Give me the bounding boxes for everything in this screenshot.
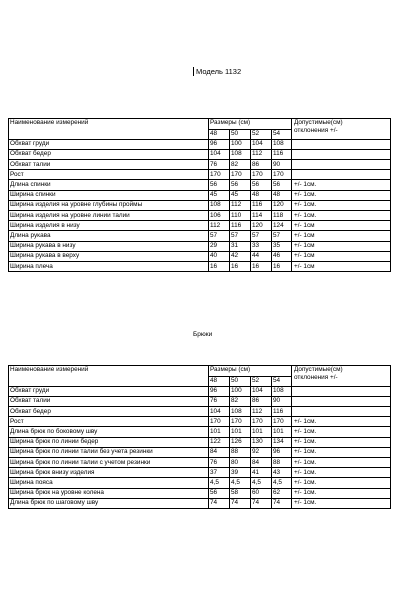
measurement-tolerance <box>292 170 391 180</box>
measurement-name: Ширина брюк по линии талии без учета резинки <box>9 447 209 457</box>
table-row <box>9 478 391 488</box>
measurement-value: 39 <box>230 468 251 478</box>
header-tolerance-line2: отклонения +/- <box>294 374 338 381</box>
measurement-value: 170 <box>209 170 230 180</box>
measurement-value: 4,5 <box>251 478 272 488</box>
measurement-value: 170 <box>272 170 292 180</box>
measurement-name: Ширина брюк по линии талии с учетом резинки <box>9 458 209 468</box>
measurement-tolerance: +/- 1см. <box>292 447 391 457</box>
size-label: 50 <box>230 376 251 386</box>
measurement-value: 60 <box>251 488 272 498</box>
measurement-value: 16 <box>272 261 292 271</box>
measurement-value: 57 <box>230 231 251 241</box>
measurement-name: Ширина спинки <box>9 190 209 200</box>
measurement-value: 43 <box>272 468 292 478</box>
measurement-value: 108 <box>272 386 292 396</box>
measurement-value: 100 <box>230 139 251 149</box>
measurement-name: Ширина брюк внизу изделия <box>9 468 209 478</box>
measurement-value: 76 <box>209 160 230 170</box>
measurement-value: 116 <box>272 407 292 417</box>
measurement-tolerance: +/- 1см. <box>292 417 391 427</box>
measurement-value: 56 <box>230 180 251 190</box>
measurement-value: 170 <box>251 417 272 427</box>
header-tolerance-line1: Допустимые(см) <box>294 119 343 126</box>
measurement-value: 104 <box>209 407 230 417</box>
table-row <box>9 261 391 271</box>
measurement-name: Обхват груди <box>9 139 209 149</box>
measurement-value: 16 <box>209 261 230 271</box>
measurement-name: Рост <box>9 417 209 427</box>
measurement-value: 76 <box>209 396 230 406</box>
table-row <box>9 407 391 417</box>
measurement-value: 170 <box>230 417 251 427</box>
table-header-row <box>9 119 391 130</box>
measurement-value: 29 <box>209 241 230 251</box>
measurement-value: 76 <box>209 458 230 468</box>
measurement-value: 104 <box>251 139 272 149</box>
measurement-tolerance: +/- 1см <box>292 241 391 251</box>
header-tolerance <box>292 119 391 140</box>
table-row <box>9 251 391 261</box>
measurement-name: Рост <box>9 170 209 180</box>
measurement-value: 42 <box>230 251 251 261</box>
size-label: 50 <box>230 129 251 139</box>
measurement-tolerance <box>292 149 391 159</box>
measurement-value: 126 <box>230 437 251 447</box>
measurement-value: 86 <box>251 160 272 170</box>
measurement-value: 114 <box>251 211 272 221</box>
table-row <box>9 241 391 251</box>
measurement-value: 134 <box>272 437 292 447</box>
measurement-value: 44 <box>251 251 272 261</box>
measurement-value: 35 <box>272 241 292 251</box>
table-row <box>9 160 391 170</box>
measurement-value: 122 <box>209 437 230 447</box>
measurement-name: Ширина пояса <box>9 478 209 488</box>
measurement-value: 74 <box>251 498 272 508</box>
measurement-value: 120 <box>251 221 272 231</box>
measurements-table-top <box>8 118 391 272</box>
measurement-tolerance: +/- 1см <box>292 221 391 231</box>
measurement-tolerance: +/- 1см. <box>292 437 391 447</box>
table-row <box>9 180 391 190</box>
measurement-value: 112 <box>251 407 272 417</box>
measurements-table-trousers <box>8 365 391 509</box>
measurement-value: 31 <box>230 241 251 251</box>
measurement-value: 112 <box>251 149 272 159</box>
measurement-value: 96 <box>272 447 292 457</box>
measurement-value: 16 <box>230 261 251 271</box>
measurement-value: 92 <box>251 447 272 457</box>
measurement-tolerance: +/- 1см <box>292 251 391 261</box>
measurement-tolerance: +/- 1см. <box>292 478 391 488</box>
measurement-name: Обхват бедер <box>9 407 209 417</box>
measurement-tolerance: +/- 1см. <box>292 200 391 210</box>
measurement-value: 84 <box>209 447 230 457</box>
measurement-name: Ширина изделия на уровне линии талии <box>9 211 209 221</box>
measurement-value: 101 <box>251 427 272 437</box>
measurement-value: 101 <box>230 427 251 437</box>
measurement-value: 90 <box>272 160 292 170</box>
measurement-value: 45 <box>209 190 230 200</box>
measurement-value: 80 <box>230 458 251 468</box>
measurement-value: 16 <box>251 261 272 271</box>
measurement-name: Длина спинки <box>9 180 209 190</box>
measurement-value: 108 <box>230 149 251 159</box>
header-sizes: Размеры (см) <box>209 366 292 377</box>
table-row <box>9 427 391 437</box>
measurement-tolerance: +/- 1см. <box>292 468 391 478</box>
measurement-value: 82 <box>230 396 251 406</box>
measurement-tolerance <box>292 386 391 396</box>
measurement-name: Ширина брюк по линии бедер <box>9 437 209 447</box>
measurement-value: 57 <box>272 231 292 241</box>
measurement-value: 108 <box>209 200 230 210</box>
table-row <box>9 468 391 478</box>
measurement-value: 108 <box>230 407 251 417</box>
table-row <box>9 149 391 159</box>
measurement-value: 58 <box>230 488 251 498</box>
measurement-tolerance <box>292 160 391 170</box>
measurement-value: 74 <box>209 498 230 508</box>
measurement-value: 41 <box>251 468 272 478</box>
measurement-value: 104 <box>251 386 272 396</box>
measurement-tolerance: +/- 1см. <box>292 427 391 437</box>
measurement-name: Ширина рукава в верху <box>9 251 209 261</box>
size-label: 48 <box>209 129 230 139</box>
size-label: 52 <box>251 376 272 386</box>
measurement-value: 56 <box>272 180 292 190</box>
measurement-value: 96 <box>209 386 230 396</box>
table-row <box>9 498 391 508</box>
header-sizes: Размеры (см) <box>209 119 292 130</box>
header-measurement-name: Наименование измерений <box>9 366 209 387</box>
measurement-value: 4,5 <box>230 478 251 488</box>
measurement-name: Длина брюк по шаговому шву <box>9 498 209 508</box>
size-label: 52 <box>251 129 272 139</box>
measurement-value: 120 <box>272 200 292 210</box>
measurement-value: 124 <box>272 221 292 231</box>
measurement-tolerance: +/- 1см. <box>292 488 391 498</box>
measurement-value: 56 <box>209 180 230 190</box>
measurement-value: 62 <box>272 488 292 498</box>
measurement-value: 116 <box>272 149 292 159</box>
measurement-value: 170 <box>272 417 292 427</box>
measurement-tolerance <box>292 139 391 149</box>
measurement-value: 170 <box>209 417 230 427</box>
header-measurement-name: Наименование измерений <box>9 119 209 140</box>
measurement-value: 104 <box>209 149 230 159</box>
measurement-name: Ширина плеча <box>9 261 209 271</box>
measurement-name: Ширина брюк на уровне колена <box>9 488 209 498</box>
measurement-value: 88 <box>230 447 251 457</box>
measurement-value: 112 <box>230 200 251 210</box>
table-row <box>9 437 391 447</box>
header-tolerance-line2: отклонения +/- <box>294 127 338 134</box>
measurement-tolerance: +/- 1см. <box>292 498 391 508</box>
measurement-value: 112 <box>209 221 230 231</box>
measurement-value: 56 <box>251 180 272 190</box>
measurement-tolerance <box>292 407 391 417</box>
measurement-value: 57 <box>209 231 230 241</box>
measurement-value: 101 <box>272 427 292 437</box>
measurement-tolerance <box>292 396 391 406</box>
measurement-value: 106 <box>209 211 230 221</box>
table-row <box>9 386 391 396</box>
measurement-value: 90 <box>272 396 292 406</box>
measurement-value: 4,5 <box>209 478 230 488</box>
measurement-value: 130 <box>251 437 272 447</box>
table-row <box>9 231 391 241</box>
measurement-value: 74 <box>230 498 251 508</box>
measurement-value: 82 <box>230 160 251 170</box>
measurement-value: 56 <box>209 488 230 498</box>
measurement-value: 84 <box>251 458 272 468</box>
measurement-value: 170 <box>251 170 272 180</box>
size-label: 54 <box>272 376 292 386</box>
table-row <box>9 221 391 231</box>
measurement-tolerance: +/- 1см. <box>292 190 391 200</box>
measurement-value: 101 <box>209 427 230 437</box>
measurement-value: 33 <box>251 241 272 251</box>
table-row <box>9 447 391 457</box>
measurement-tolerance: +/- 1см. <box>292 180 391 190</box>
section-title-trousers: Брюки <box>193 331 213 338</box>
measurement-value: 110 <box>230 211 251 221</box>
measurement-tolerance: +/- 1см. <box>292 211 391 221</box>
table-row <box>9 139 391 149</box>
measurement-name: Обхват бедер <box>9 149 209 159</box>
table-row <box>9 458 391 468</box>
measurement-tolerance: +/- 1см <box>292 231 391 241</box>
measurement-value: 37 <box>209 468 230 478</box>
measurement-value: 46 <box>272 251 292 261</box>
table-row <box>9 211 391 221</box>
table-header-row <box>9 366 391 377</box>
header-tolerance <box>292 366 391 387</box>
header-tolerance-line1: Допустимые(см) <box>294 366 343 373</box>
measurement-name: Обхват талии <box>9 396 209 406</box>
table-row <box>9 488 391 498</box>
measurement-value: 48 <box>272 190 292 200</box>
size-label: 48 <box>209 376 230 386</box>
measurement-value: 40 <box>209 251 230 261</box>
measurement-value: 116 <box>251 200 272 210</box>
measurement-value: 45 <box>230 190 251 200</box>
measurement-value: 108 <box>272 139 292 149</box>
measurement-name: Длина рукава <box>9 231 209 241</box>
measurement-value: 116 <box>230 221 251 231</box>
measurement-value: 100 <box>230 386 251 396</box>
table-row <box>9 417 391 427</box>
measurement-value: 86 <box>251 396 272 406</box>
measurement-value: 88 <box>272 458 292 468</box>
measurement-value: 48 <box>251 190 272 200</box>
measurement-tolerance: +/- 1см. <box>292 458 391 468</box>
model-title: Модель 1132 <box>193 67 241 76</box>
table-row <box>9 396 391 406</box>
measurement-name: Ширина изделия на уровне глубины проймы <box>9 200 209 210</box>
measurement-tolerance: +/- 1см <box>292 261 391 271</box>
measurement-value: 118 <box>272 211 292 221</box>
measurement-name: Ширина рукава в низу <box>9 241 209 251</box>
table-row <box>9 200 391 210</box>
measurement-value: 96 <box>209 139 230 149</box>
table-row <box>9 170 391 180</box>
measurement-name: Длина брюк по боковому шву <box>9 427 209 437</box>
measurement-value: 4,5 <box>272 478 292 488</box>
table-row <box>9 190 391 200</box>
measurement-name: Ширина изделия в низу <box>9 221 209 231</box>
measurement-name: Обхват талии <box>9 160 209 170</box>
measurement-value: 74 <box>272 498 292 508</box>
size-label: 54 <box>272 129 292 139</box>
measurement-value: 57 <box>251 231 272 241</box>
measurement-name: Обхват груди <box>9 386 209 396</box>
measurement-value: 170 <box>230 170 251 180</box>
